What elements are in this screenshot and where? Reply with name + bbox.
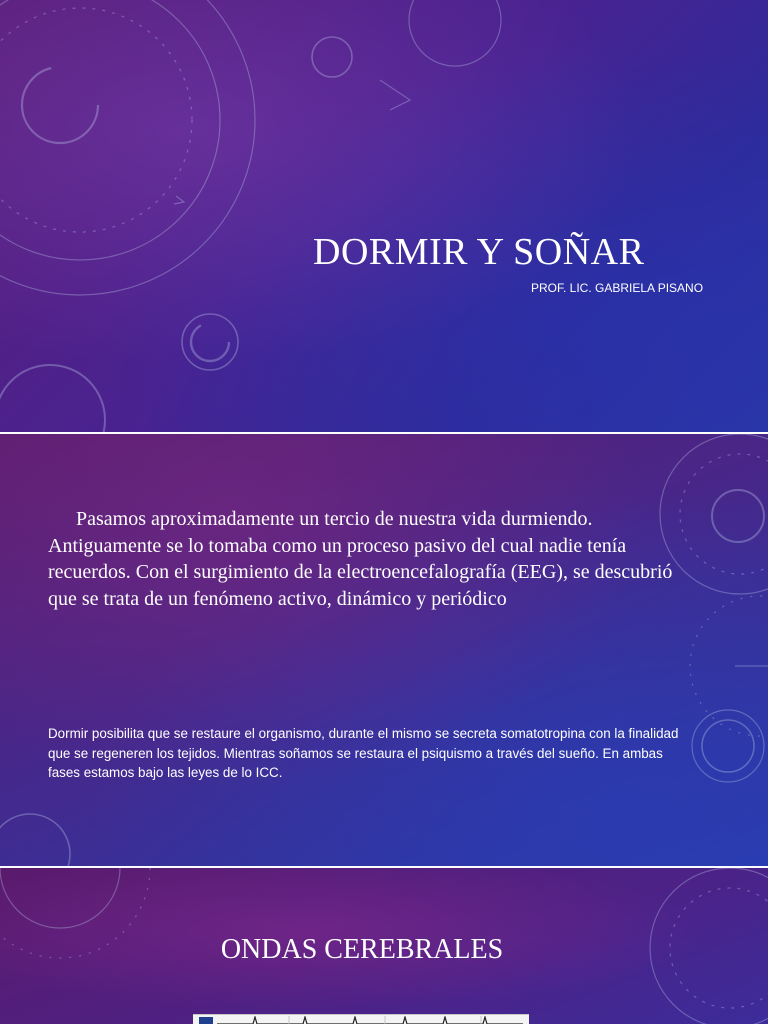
eeg-chart-image	[193, 1014, 529, 1024]
intro-paragraph-text: Pasamos aproximadamente un tercio de nuestra vida durmiendo. Antiguamente se lo tomaba como un proceso pasivo del cual nadie tenía recuerdos. Con el surgimiento de la electroencefalografía (EEG), se descubrió que se trata de un fenómeno activo, dinámico y periódico	[48, 508, 673, 610]
brain-waves-heading: ONDAS CEREBRALES	[220, 934, 504, 965]
sleep-note-paragraph: Dormir posibilita que se restaure el organismo, durante el mismo se secreta somatotropina con la finalidad que se regeneren los tejidos. Mientras soñamos se restaura el psiquismo a través del sueño. En ambas fases estamos bajo las leyes de lo ICC.	[48, 726, 679, 780]
slide-subtitle-author: PROF. LIC. GABRIELA PISANO	[531, 281, 704, 295]
intro-paragraph	[48, 506, 678, 612]
eeg-chart-graphic	[193, 1016, 529, 1024]
slide-introduction	[0, 434, 768, 866]
circular-dial-decoration	[0, 434, 768, 866]
slide-title-heading: DORMIR Y SOÑAR	[313, 231, 645, 273]
circular-dial-decoration	[0, 0, 768, 432]
slide-title	[0, 0, 768, 432]
slide-brain-waves	[0, 868, 768, 1024]
